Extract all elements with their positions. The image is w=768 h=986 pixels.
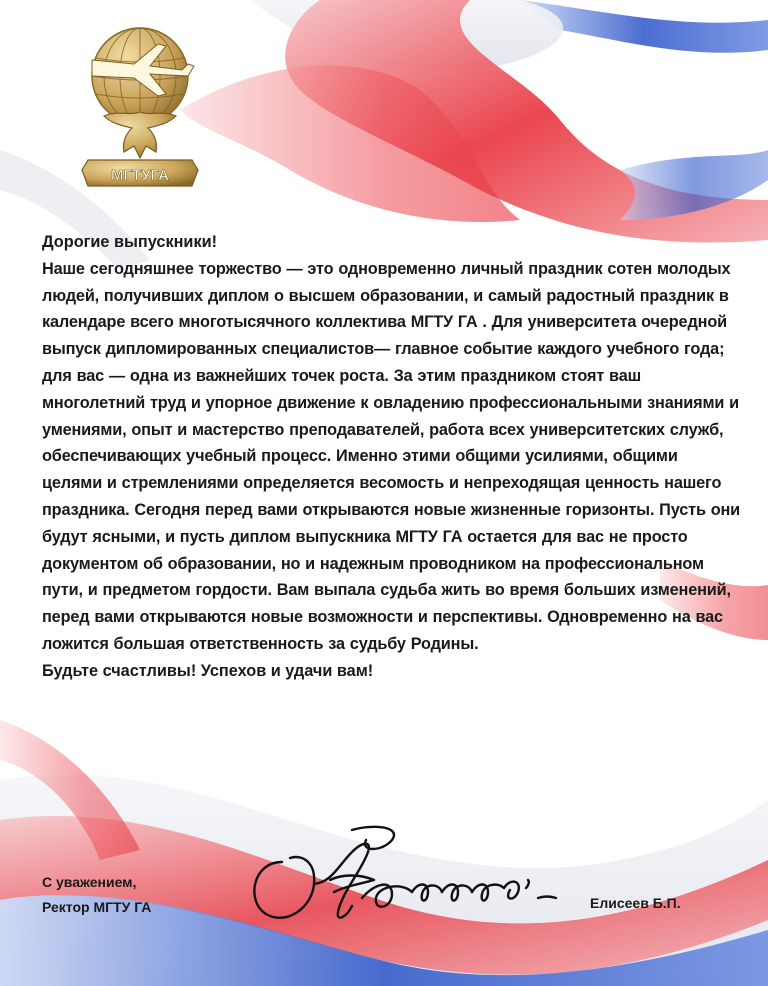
signature-block [42,870,151,920]
rector-position: Ректор МГТУ ГА [42,899,152,915]
letter-paragraph: Наше сегодняшнее торжество — это одновременно личный праздник сотен молодых людей, получивших диплом о высшем образовании, и самый радостный праздник в календаре всего многотысячного коллектива МГТУ ГА . Для университета очередной выпуск дипломированных специалистов— главное событие каждого учебного года; для вас — одна из важнейших точек роста. За этим праздником стоят ваш многолетний труд и упорное движение к овладению профессиональными знаниями и умениями, опыт и мастерство преподавателей, работа всех университетских служб, обеспечивающих учебный процесс. Именно этими общими усилиями, общими целями и стремлениями определяется весомость и непреходящая ценность нашего праздника. Сегодня перед вами открываются новые жизненные горизонты. Пусть они будут ясными, и пусть диплом выпускника МГТУ ГА остается для вас не просто документом об образовании, но и надежным проводником на профессиональном пути, и предметом гордости. Вам выпала судьба жить во время больших изменений, перед вами открываются новые возможности и перспективы. Одновременно на вас ложится большая ответственность за судьбу Родины. [42,259,741,653]
university-emblem [74,20,206,192]
letter-closing: Будьте счастливы! Успехов и удачи вам! [42,661,374,680]
rector-name: Елисеев Б.П. [590,895,681,911]
eagle-icon [104,112,176,158]
letter-body [42,229,742,685]
letter-greeting: Дорогие выпускники! [42,233,218,251]
emblem-text: МГТУГА [111,167,169,184]
handwritten-signature [242,822,572,932]
regards-text: С уважением, [42,874,137,890]
